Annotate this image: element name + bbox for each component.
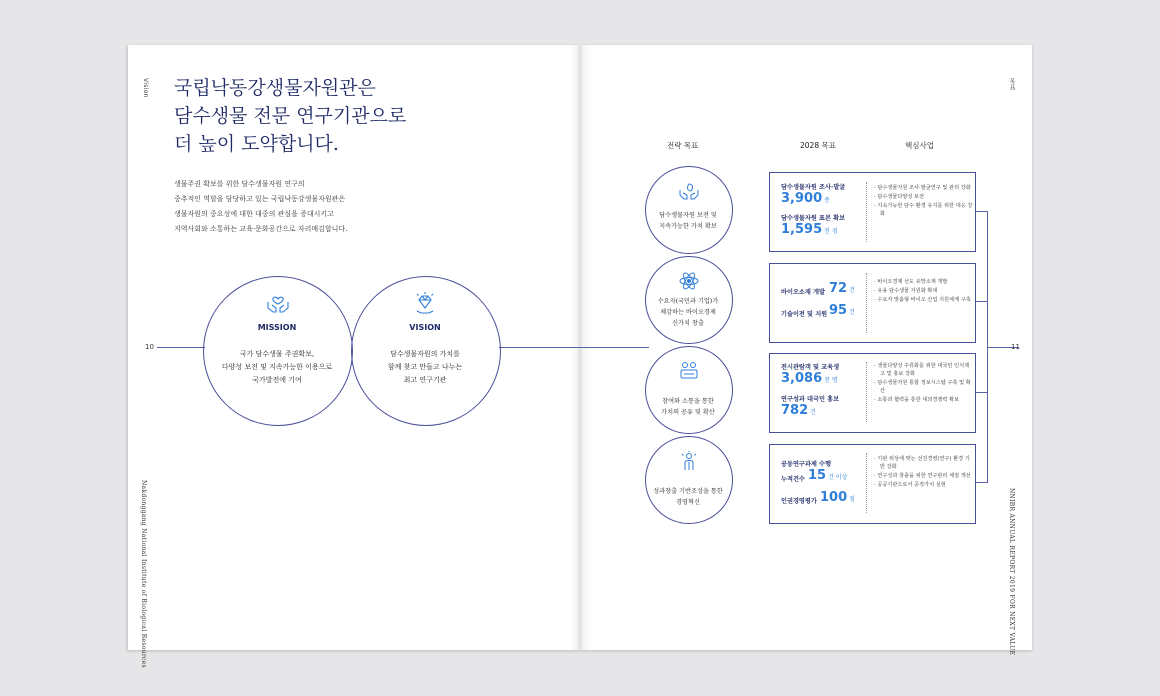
target-unit: 천 명 <box>824 377 838 384</box>
strategy-label-line: 참여와 소통을 통한 <box>662 398 714 405</box>
mission-title: MISSION <box>257 323 297 332</box>
strategy-label <box>643 210 733 232</box>
connector-line <box>499 347 649 348</box>
target-unit: 건 <box>849 309 855 316</box>
target-value <box>808 468 847 483</box>
page-number: 11 <box>1011 343 1020 351</box>
project-item: · 담수생물다양성 보전 <box>874 194 925 200</box>
target-label: 바이오소재 개발 <box>781 289 825 296</box>
project-item: · 생물다양성 주류화를 위한 대국민 인식제고 및 홍보 강화 <box>874 363 970 377</box>
section-label: 목표 <box>1008 78 1015 91</box>
connector-line <box>987 211 988 483</box>
target-unit: 건 <box>849 287 855 294</box>
target-label: 담수생물자원 조사·발굴 <box>781 184 846 191</box>
intro-line: 생물주권 확보를 위한 담수생물자원 연구의 <box>174 180 305 188</box>
dotted-separator <box>866 182 867 242</box>
report-title-vertical: NNIBR ANNUAL REPORT 2019 FOR NEXT VALUE <box>1008 488 1015 656</box>
target-unit: 점 <box>849 496 855 503</box>
vision-line: 함께 찾고 만들고 나누는 <box>387 363 463 371</box>
project-item: · 담수생물자원 조사·발굴연구 및 관리 강화 <box>874 185 971 191</box>
strategy-label-line: 수요자(국민과 기업)가 <box>657 298 719 305</box>
target-number: 3,900 <box>781 191 823 206</box>
column-header: 핵심사업 <box>905 141 934 150</box>
connector-line <box>974 482 988 483</box>
strategy-label <box>643 296 733 329</box>
project-list <box>874 362 974 405</box>
target-label: 전시관람객 및 교육생 <box>781 364 840 371</box>
dotted-separator <box>866 453 867 513</box>
column-header: 전략 목표 <box>667 141 699 150</box>
intro-line: 생물자원의 중요성에 대한 대중의 관심을 증대시키고 <box>174 210 334 218</box>
strategy-label-line: 가치의 공유 및 확산 <box>661 409 715 416</box>
hands-heart-icon <box>265 290 291 316</box>
target-label: 누적건수 <box>781 476 805 483</box>
target-number: 95 <box>829 303 848 318</box>
target-number: 1,595 <box>781 222 823 237</box>
vision-text <box>360 348 490 387</box>
atom-icon <box>678 270 700 292</box>
mission-line: 국가발전에 기여 <box>252 376 302 384</box>
headline-line: 국립낙동강생물자원관은 <box>174 77 376 99</box>
strategy-label-line: 지속가능한 가치 확보 <box>659 223 717 230</box>
target-number: 3,086 <box>781 371 823 386</box>
headline-line: 더 높이 도약합니다. <box>174 133 339 155</box>
strategy-label-line: 담수생물자원 보전 및 <box>659 212 717 219</box>
mission-text <box>212 348 342 387</box>
institute-name-vertical: Nakdonggang National Institute of Biological Resources <box>140 480 147 668</box>
target-unit: 건 이상 <box>828 474 848 481</box>
target-number: 100 <box>820 490 848 505</box>
target-label: 인권경영평가 <box>781 498 817 505</box>
target-unit: 천 점 <box>824 228 838 235</box>
project-list <box>874 184 974 219</box>
project-item: · 담수생물자원 통합 정보시스템 구축 및 확산 <box>874 380 971 394</box>
project-item: · 바이오경제 선도 유망소재 개발 <box>874 279 948 285</box>
target-label: 연구성과 대국민 홍보 <box>781 396 840 403</box>
connector-line <box>974 301 988 302</box>
vision-title: VISION <box>409 323 441 332</box>
target-value <box>829 281 855 296</box>
mission-line: 국가 담수생물 주권확보, <box>239 350 315 358</box>
connector-line <box>974 392 988 393</box>
project-item: · 수요자 맞춤형 바이오 산업 지원체계 구축 <box>874 297 971 303</box>
intro-line: 지역사회와 소통하는 교육·문화공간으로 자리매김합니다. <box>174 225 348 233</box>
headline <box>174 74 406 158</box>
vision-line: 담수생물자원의 가치를 <box>390 350 460 358</box>
target-number: 15 <box>808 468 827 483</box>
target-value <box>829 303 855 318</box>
strategy-label <box>643 486 733 508</box>
strategy-label-line: 신가치 창출 <box>672 320 704 327</box>
target-label: 담수생물자원 표본 확보 <box>781 215 846 222</box>
target-label: 기술이전 및 지원 <box>781 311 828 318</box>
project-item: · 소통과 협력을 통한 대외경쟁력 확보 <box>874 397 960 403</box>
target-unit: 종 <box>824 197 830 204</box>
person-growth-icon <box>678 450 700 472</box>
project-list <box>874 278 974 305</box>
mission-line: 다양성 보전 및 지속가능한 이용으로 <box>221 363 333 371</box>
target-value <box>820 490 855 505</box>
connector-line <box>157 347 205 348</box>
page-number: 10 <box>145 343 154 351</box>
strategy-label-line: 경영혁신 <box>676 499 700 506</box>
dotted-separator <box>866 273 867 333</box>
target-unit: 건 <box>810 409 816 416</box>
vision-line: 최고 연구기관 <box>403 376 447 384</box>
hands-leaf-icon <box>678 180 700 202</box>
target-label: 공동연구과제 수행 <box>781 461 831 468</box>
dotted-separator <box>866 362 867 422</box>
target-number: 72 <box>829 281 848 296</box>
project-item: · 지속가능한 담수 환경 유지를 위한 대응 강화 <box>874 203 973 217</box>
target-value <box>781 371 838 386</box>
target-value <box>781 222 838 237</box>
intro-paragraph <box>174 177 384 237</box>
headline-line: 담수생물 전문 연구기관으로 <box>174 105 407 127</box>
project-item: · 기관 위상에 맞는 선진경영(연구) 환경 기반 강화 <box>874 456 970 470</box>
target-number: 782 <box>781 403 809 418</box>
strategy-label-line: 성과창출 기반조성을 통한 <box>653 488 723 495</box>
project-item: · 연구성과 창출을 위한 연구관리 체질 개선 <box>874 473 971 479</box>
project-item: · 공공기관으로서 공적가치 실현 <box>874 482 946 488</box>
strategy-label <box>643 396 733 418</box>
target-value <box>781 403 816 418</box>
project-list <box>874 455 974 490</box>
intro-line: 중추적인 역할을 담당하고 있는 국립낙동강생물자원관은 <box>174 195 346 203</box>
connector-line <box>974 211 988 212</box>
project-item: · 유용 담수생물 자원화 확대 <box>874 288 938 294</box>
column-header: 2028 목표 <box>800 141 836 150</box>
strategy-label-line: 체감하는 바이오경제 <box>660 309 716 316</box>
people-chat-icon <box>678 360 700 382</box>
target-value <box>781 191 830 206</box>
diamond-icon <box>412 290 438 316</box>
section-label: Vision <box>142 78 149 98</box>
